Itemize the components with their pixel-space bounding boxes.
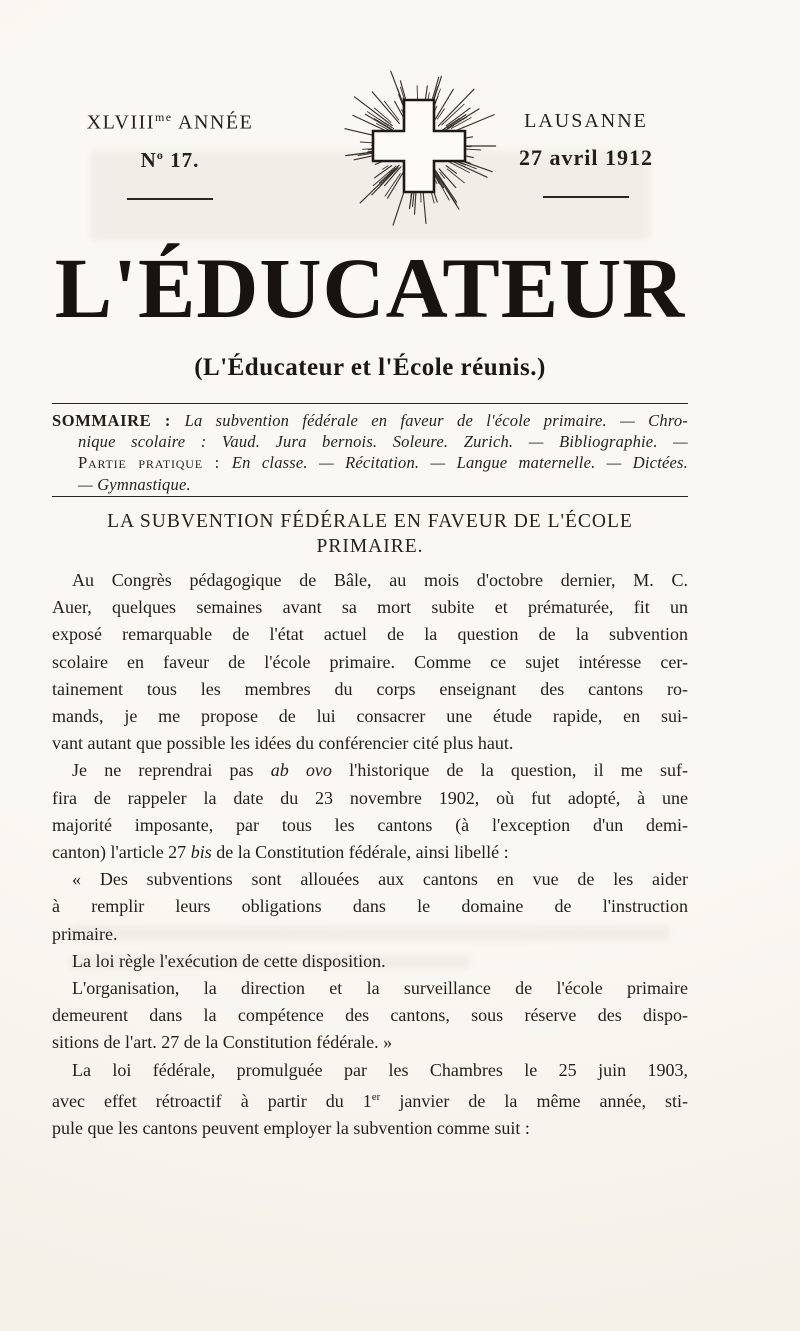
page-content bbox=[52, 0, 688, 1331]
masthead-right-block bbox=[492, 110, 680, 198]
text-run: nique scolaire : Vaud. Jura bernois. Soleure. Zurich. — Bibliographie. — bbox=[78, 432, 688, 452]
volume-line: $XLVIII^{me}$ ANNÉE bbox=[86, 110, 254, 134]
header-divider-right bbox=[543, 196, 629, 198]
text-line: avec effet rétroactif à partir du 1er janvier de la même année, sti- bbox=[52, 1090, 688, 1111]
text-run: ab ovo bbox=[270, 760, 332, 781]
text-line: tainement tous les membres du corps enseignant des cantons ro- bbox=[52, 678, 688, 699]
volume-superscript: me bbox=[154, 110, 173, 124]
text-line: L'organisation, la direction et la surveillance de l'école primaire bbox=[72, 978, 688, 999]
text-line: fira de rappeler la date du 23 novembre 1902, où fut adopté, à une bbox=[52, 787, 688, 808]
issue-line: $N^o$ 17. bbox=[140, 147, 200, 172]
paragraph bbox=[52, 757, 688, 866]
text-line: Je ne reprendrai pas ab ovo l'historique de la question, il me suf- bbox=[72, 760, 688, 781]
text-line: La loi règle l'exécution de cette disposition. bbox=[72, 950, 386, 971]
article-heading-line: LA SUBVENTION FÉDÉRALE EN FAVEUR DE L'ÉCOLE bbox=[107, 511, 633, 532]
text-line: primaire. bbox=[52, 923, 118, 944]
text-run: En classe. — Récitation. — Langue maternelle. — Dictées. bbox=[231, 453, 688, 473]
divider-rule bbox=[52, 403, 688, 404]
text-line: canton) l'article 27 bis de la Constitution fédérale, ainsi libellé : bbox=[52, 842, 509, 863]
swiss-cross-sunburst-icon bbox=[340, 62, 498, 232]
text-line: majorité imposante, par tous les cantons (à l'exception d'un demi- bbox=[52, 814, 688, 835]
text-line: à remplir leurs obligations dans le domaine de l'instruction bbox=[52, 896, 688, 917]
text-run: Partie pratique : bbox=[78, 453, 232, 473]
paragraph bbox=[52, 1057, 688, 1143]
header-divider-left bbox=[127, 198, 213, 200]
text-line bbox=[52, 410, 688, 431]
paragraph bbox=[52, 975, 688, 1057]
text-run: SOMMAIRE : bbox=[52, 411, 185, 430]
text-line: Auer, quelques semaines avant sa mort subite et prématurée, fit un bbox=[52, 597, 688, 618]
issue-superscript: o bbox=[156, 147, 164, 162]
text-run: er bbox=[371, 1090, 381, 1103]
paragraph bbox=[52, 567, 688, 757]
text-line: exposé remarquable de l'état actuel de la question de la subvention bbox=[52, 624, 688, 645]
divider-rule bbox=[52, 496, 688, 497]
article-heading bbox=[52, 509, 688, 559]
text-line bbox=[52, 452, 688, 473]
date-line: 27 avril 1912 bbox=[519, 145, 653, 170]
text-line bbox=[52, 474, 688, 495]
masthead-left-block bbox=[60, 110, 280, 200]
text-line: pule que les cantons peuvent employer la subvention comme suit : bbox=[52, 1118, 530, 1139]
text-line bbox=[52, 431, 688, 452]
text-line: mands, je me propose de lui consacrer une étude rapide, en sui- bbox=[52, 706, 688, 727]
city-line: LAUSANNE bbox=[524, 110, 648, 132]
article-body bbox=[52, 567, 688, 1142]
text-line: sitions de l'art. 27 de la Constitution fédérale. » bbox=[52, 1032, 393, 1053]
text-line: vant autant que possible les idées du conférencier cité plus haut. bbox=[52, 733, 514, 754]
text-run: La subvention fédérale en faveur de l'école primaire. — Chro- bbox=[184, 411, 688, 430]
masthead-subtitle: (L'Éducateur et l'École réunis.) bbox=[194, 354, 546, 381]
text-line: scolaire en faveur de l'école primaire. Comme ce sujet intéresse cer- bbox=[52, 651, 688, 672]
text-run: bis bbox=[190, 842, 212, 863]
text-run: — Gymnastique. bbox=[78, 474, 191, 494]
paragraph bbox=[52, 866, 688, 948]
sommaire bbox=[52, 410, 688, 495]
masthead-title: L'ÉDUCATEUR bbox=[54, 240, 686, 336]
text-line: demeurent dans la compétence des cantons, sous réserve des dispo- bbox=[52, 1005, 688, 1026]
paragraph bbox=[52, 948, 688, 975]
text-line: La loi fédérale, promulguée par les Chambres le 25 juin 1903, bbox=[72, 1059, 688, 1080]
text-line: Au Congrès pédagogique de Bâle, au mois d'octobre dernier, M. C. bbox=[72, 570, 688, 590]
article-heading-line: PRIMAIRE. bbox=[316, 536, 424, 557]
text-line: « Des subventions sont allouées aux cantons en vue de les aider bbox=[72, 869, 688, 890]
